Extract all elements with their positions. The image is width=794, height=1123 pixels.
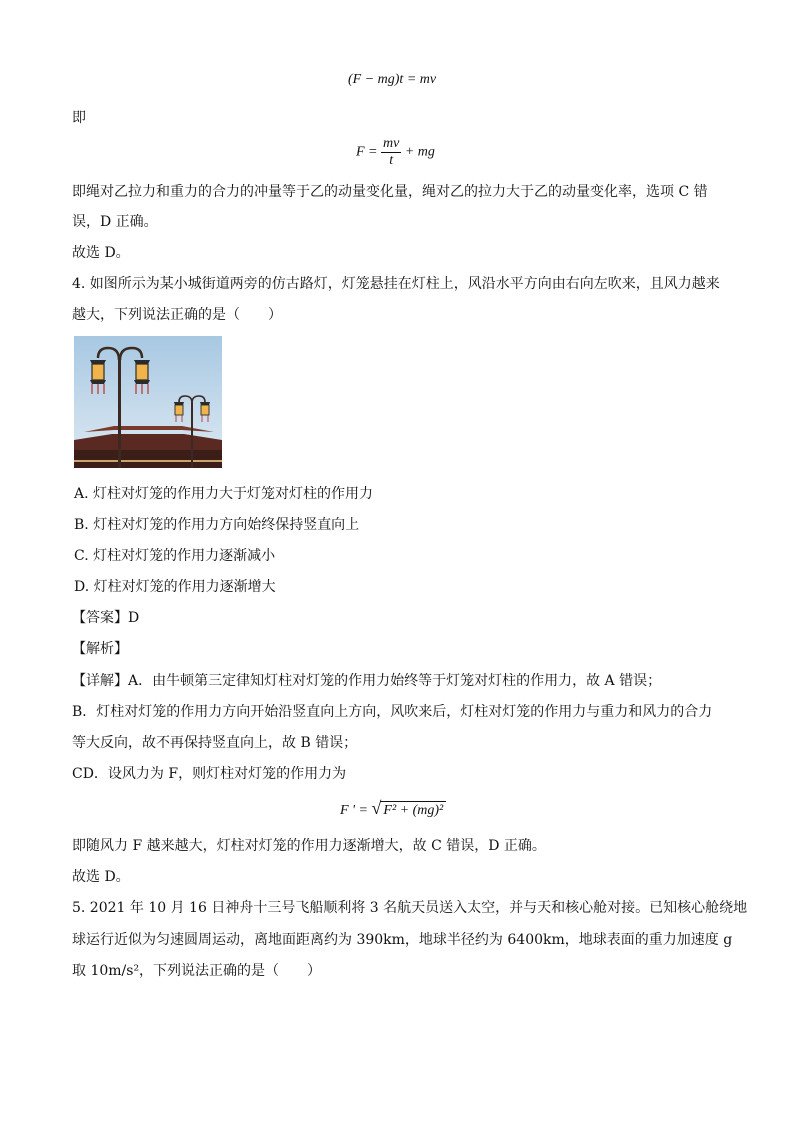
q4-detail-line4: CD．设风力为 F，则灯柱对灯笼的作用力为 [72, 766, 347, 782]
eq2-denominator: t [389, 153, 394, 168]
q4-option-d: D. 灯柱对灯笼的作用力逐渐增大 [74, 579, 276, 595]
q4-stem-line2: 越大，下列说法正确的是（ ） [72, 307, 282, 323]
q4-detail-line2: B．灯柱对灯笼的作用力方向开始沿竖直向上方向，风吹来后，灯柱对灯笼的作用力与重力和风力的合力 [72, 704, 713, 720]
q4-analysis-heading: 【解析】 [72, 641, 128, 657]
equation-momentum: (F − mg)t = mv [348, 72, 437, 87]
q5-line2: 球运行近似为匀速圆周运动，离地面距离约为 390km，地球半径约为 6400km，地球表面的重力加速度 g [72, 932, 733, 948]
para1-line2: 误，D 正确。 [72, 214, 158, 230]
q4-detail-line3: 等大反向，故不再保持竖直向上，故 B 错误； [72, 735, 358, 751]
eq2-rhs: + mg [404, 144, 435, 160]
q5-line1: 5. 2021 年 10 月 16 日神舟十三号飞船顺利将 3 名航天员送入太空，并与天和核心舱对接。已知核心舱绕地 [72, 900, 748, 916]
conclusion-1: 故选 D。 [72, 245, 130, 261]
q4-option-c: C. 灯柱对灯笼的作用力逐渐减小 [74, 548, 276, 564]
q4-option-b: B. 灯柱对灯笼的作用力方向始终保持竖直向上 [74, 517, 360, 533]
eq3-lhs: F ' = [340, 803, 368, 818]
eq2-fraction [381, 136, 401, 169]
eq3-radicand: F² + (mg)² [380, 801, 446, 820]
equation-force [356, 136, 435, 169]
q4-option-a: A. 灯柱对灯笼的作用力大于灯笼对灯柱的作用力 [74, 486, 374, 502]
q4-stem-line1: 4. 如图所示为某小城街道两旁的仿古路灯，灯笼悬挂在灯柱上，风沿水平方向由右向左吹来，且风力越来 [72, 276, 720, 292]
sqrt-symbol: √ [371, 798, 382, 818]
equation-resultant-force [340, 798, 446, 820]
q5-line3: 取 10m/s²，下列说法正确的是（ ） [72, 963, 322, 979]
text-ji: 即 [72, 110, 86, 126]
q4-conclusion: 故选 D。 [72, 869, 130, 885]
street-lamp-photo [74, 336, 222, 468]
eq2-numerator: mv [383, 136, 400, 151]
q4-detail-line5: 即随风力 F 越来越大，灯柱对灯笼的作用力逐渐增大，故 C 错误，D 正确。 [72, 838, 546, 854]
eq2-lhs: F = [356, 144, 378, 160]
q4-answer: 【答案】D [72, 610, 140, 626]
para1-line1: 即绳对乙拉力和重力的合力的冲量等于乙的动量变化量，绳对乙的拉力大于乙的动量变化率，选项 C 错 [72, 184, 708, 200]
q4-detail-line1: 【详解】A．由牛顿第三定律知灯柱对灯笼的作用力始终等于灯笼对灯柱的作用力，故 A 错误； [72, 673, 662, 689]
